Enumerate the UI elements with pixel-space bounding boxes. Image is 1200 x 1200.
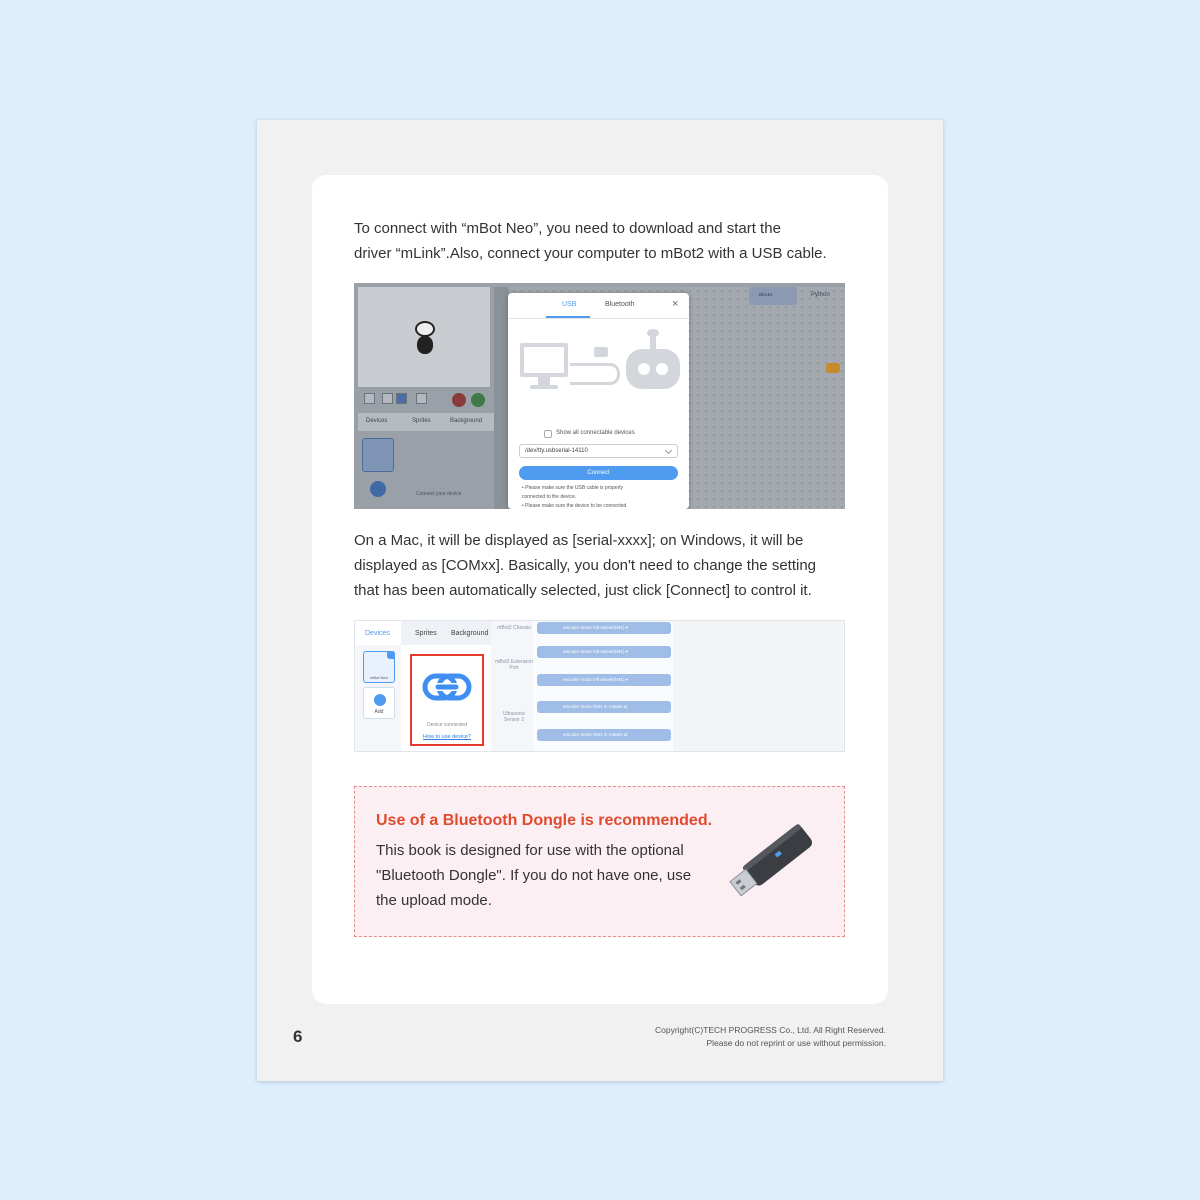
plus-icon — [374, 694, 386, 706]
encoder-block: encoder motor EM1 ↻ rotates at — [537, 729, 671, 741]
category-strip — [494, 287, 508, 509]
go-flag-icon — [471, 393, 485, 407]
usb-connection-illustration — [518, 333, 683, 403]
devices-panel — [355, 621, 491, 752]
tip-body: This book is designed for use with the optional "Bluetooth Dongle". If you do not have one, use the upload mode. — [376, 842, 692, 909]
remove-device-icon — [387, 651, 395, 659]
port-select: /dev/tty.usbserial-14110 — [519, 444, 678, 458]
highlighted-connection-status: Device connected How to use device? — [410, 654, 484, 746]
layout-small-icon — [364, 393, 375, 404]
monitor-icon — [520, 343, 568, 377]
content-card — [312, 175, 888, 1004]
modal-divider — [508, 318, 689, 319]
layout-grid-icon — [416, 393, 427, 404]
bluetooth-tab: Bluetooth — [605, 301, 635, 308]
s1-tab-bar: Devices Sprites Background — [358, 413, 494, 431]
bluetooth-dongle-icon — [723, 819, 823, 905]
link-icon — [412, 664, 482, 714]
code-mode-tabs: Blocks Python — [749, 287, 845, 305]
connect-dialog-screenshot: Devices Sprites Background Connect your device Blocks Python USB Bluetooth × Show all connectable devices /dev/tty.usbserial-14110 Connect • Please make sure the USB cable is properly connected to the device. • Please make sure the device to be connected — [354, 283, 845, 509]
explanation-paragraph: On a Mac, it will be displayed as [serial-xxxx]; on Windows, it will be displayed as [COMxx]. Basically, you don't need to change the setting that has been automatically selected, just click [Connect] to control it. — [354, 532, 817, 599]
panda-sprite-icon — [414, 321, 436, 355]
document-page — [257, 120, 943, 1081]
encoder-block: encoder motor left wheel(EM1) ▾ — [537, 622, 671, 634]
workspace — [673, 621, 845, 752]
add-device-button: Add — [363, 687, 395, 719]
encoder-block: encoder motor EM1 ↻ rotates at — [537, 701, 671, 713]
usb-cable-icon — [570, 363, 620, 385]
encoder-block: encoder motor left wheel(EM1) ▾ — [537, 646, 671, 658]
copyright-notice: Copyright(C)TECH PROGRESS Co., Ltd. All Right Reserved. Please do not reprint or use without permission. — [655, 1025, 886, 1048]
mbot-neo-device: mBot Neo — [363, 651, 395, 683]
add-device-icon — [370, 481, 386, 497]
s2-tab-bar: Devices Sprites Background — [355, 621, 491, 645]
connect-button: Connect — [519, 466, 678, 480]
bluetooth-dongle-tip — [354, 786, 845, 937]
connect-modal: USB Bluetooth × Show all connectable devices /dev/tty.usbserial-14110 Connect • Please make sure the USB cable is properly connected to the device. • Please make sure the device to be connected — [508, 293, 689, 509]
close-icon: × — [672, 298, 679, 310]
layout-medium-icon — [382, 393, 393, 404]
intro-paragraph: To connect with “mBot Neo”, you need to download and start the driver “mLink”.Also, connect your computer to mBot2 with a USB cable. — [354, 220, 827, 262]
block-categories: mBot2 Chassis mBot2 Extension Port Ultrasonic Sensor 2 — [495, 621, 533, 752]
code-block-icon — [826, 363, 840, 373]
stage-area — [358, 287, 490, 387]
layout-large-icon — [396, 393, 407, 404]
device-connected-screenshot — [354, 620, 845, 752]
usb-tab: USB — [562, 301, 577, 308]
how-to-use-link: How to use device? — [423, 734, 471, 740]
page-number: 6 — [293, 1027, 303, 1046]
block-palette — [533, 621, 673, 752]
robot-icon — [626, 349, 680, 389]
device-thumbnail — [362, 438, 394, 472]
tip-title: Use of a Bluetooth Dongle is recommended. — [376, 812, 713, 829]
stop-icon — [452, 393, 466, 407]
encoder-block: encoder motor left wheel(EM1) ▾ — [537, 674, 671, 686]
show-all-checkbox — [544, 430, 552, 438]
